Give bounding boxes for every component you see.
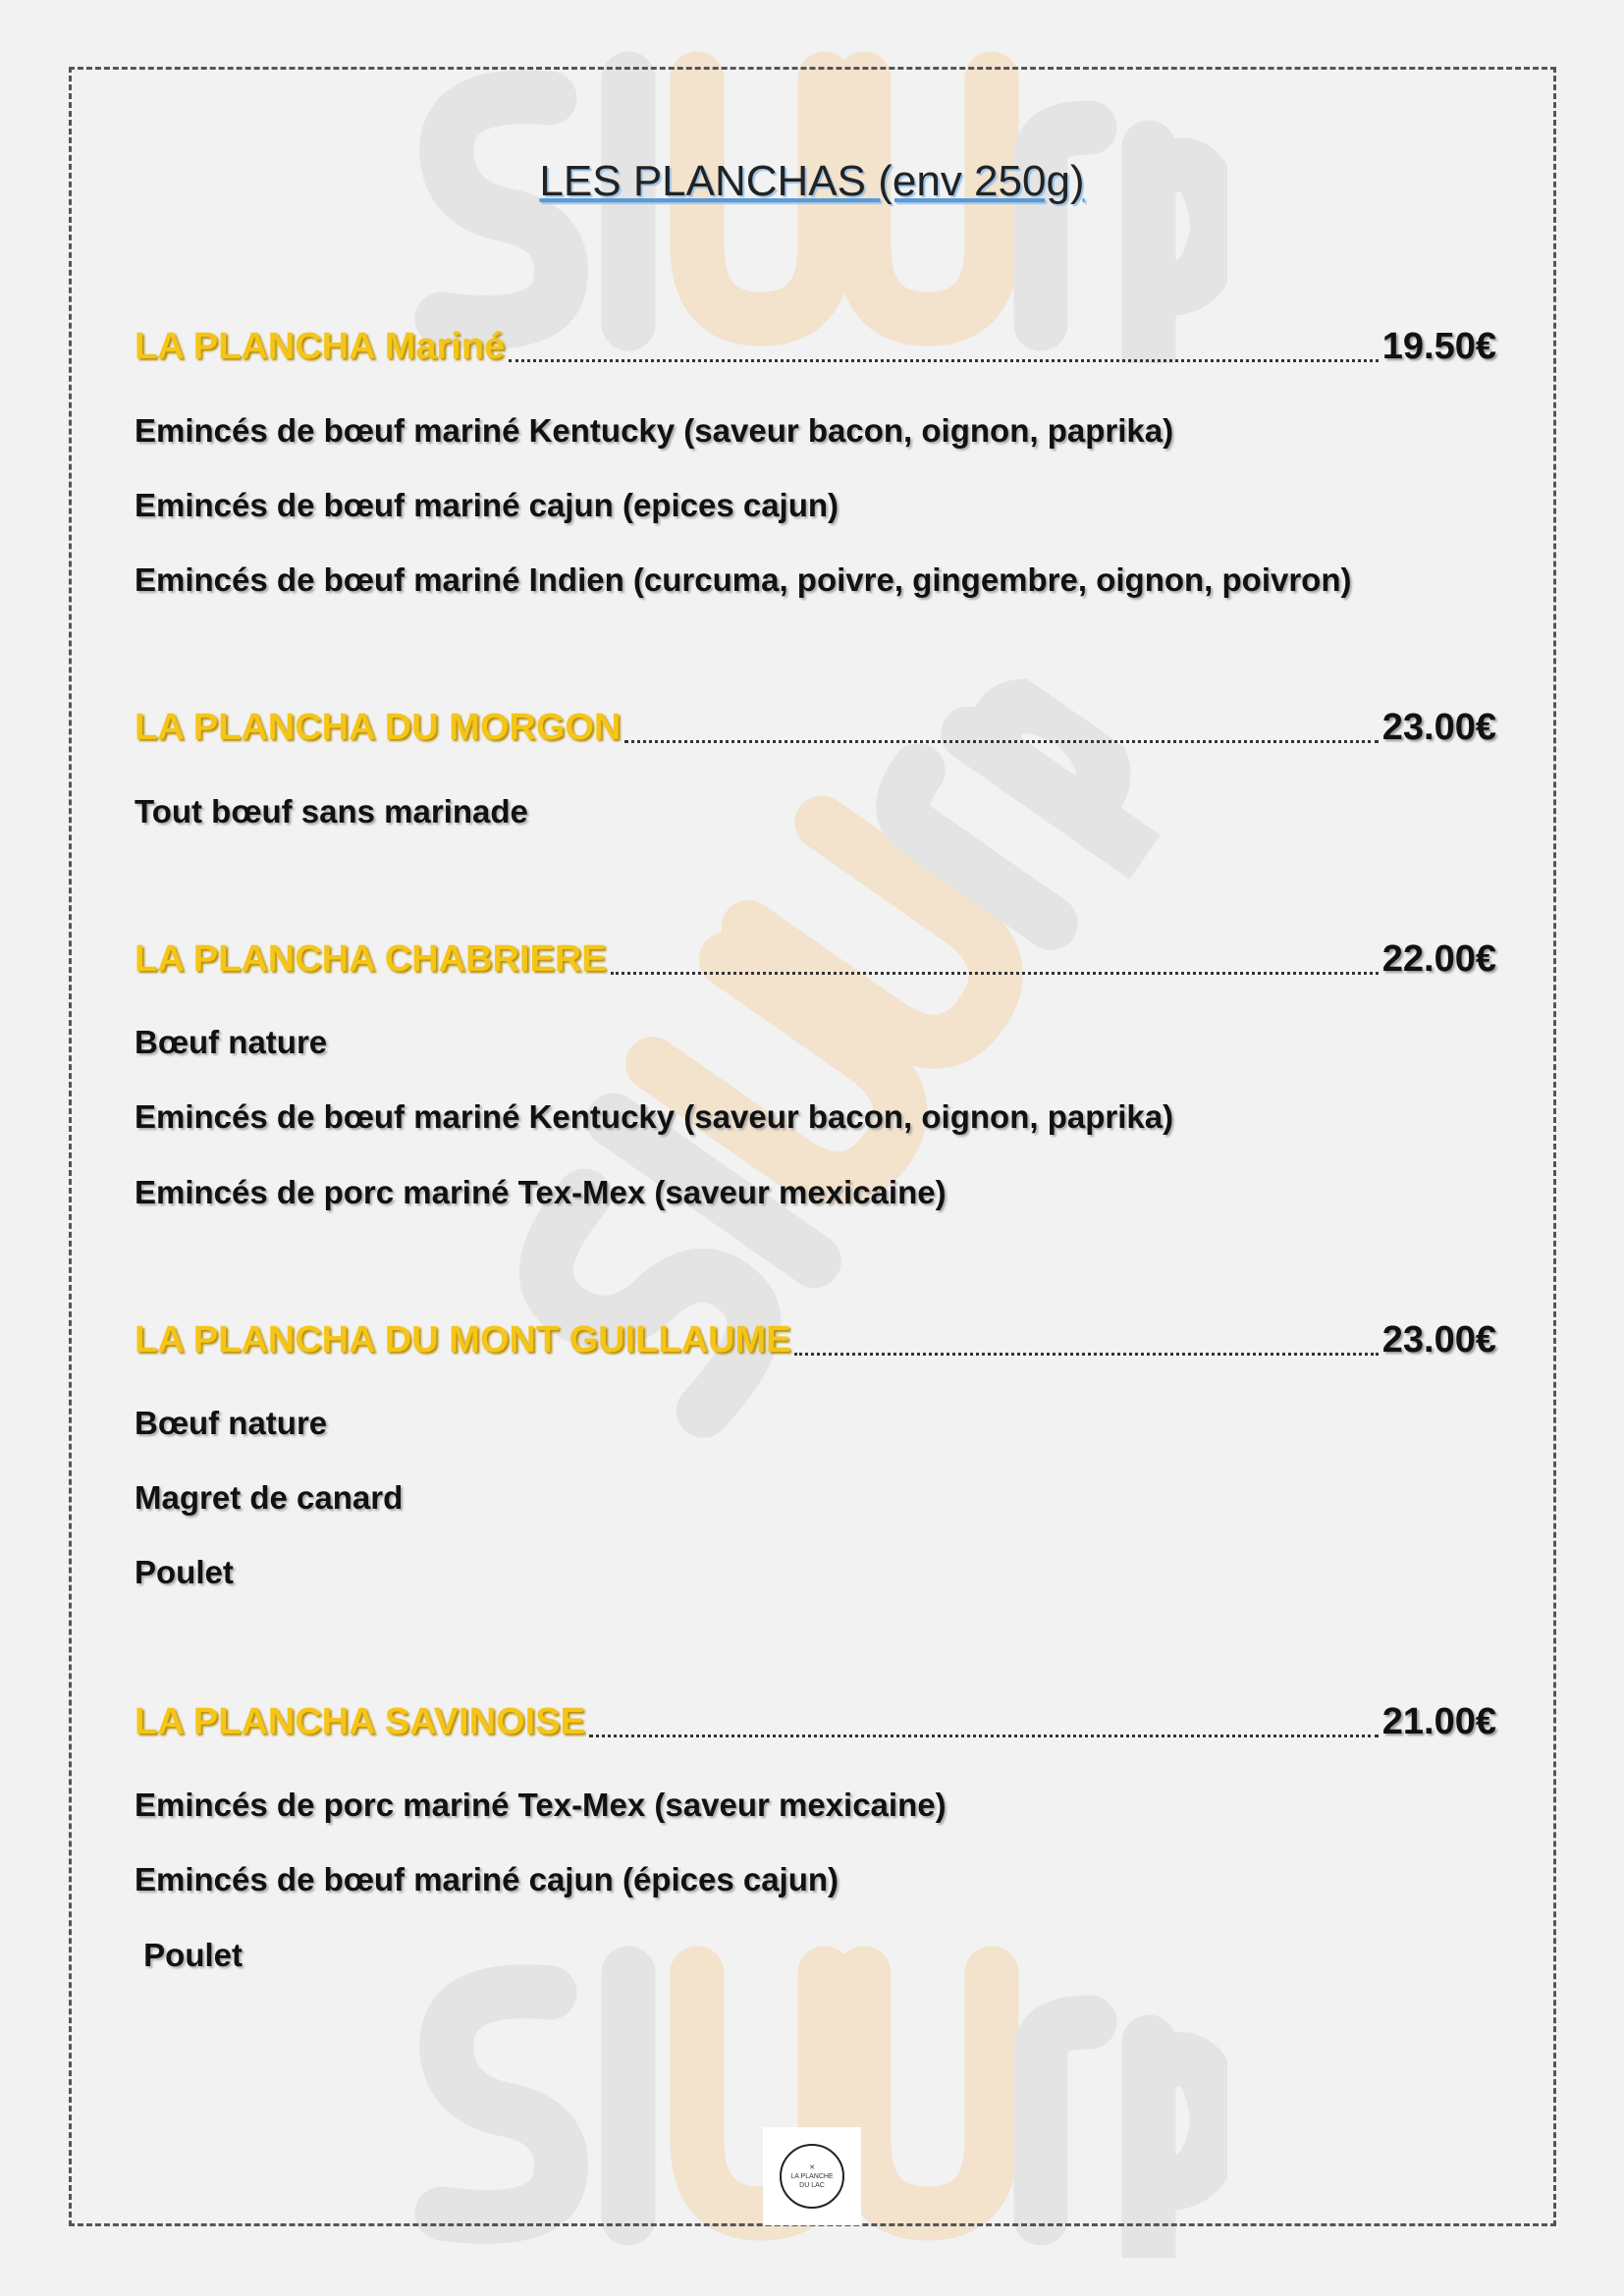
dot-leader — [794, 1353, 1378, 1356]
cutlery-icon: ✕ — [809, 2163, 815, 2171]
dish-price: 21.00€ — [1381, 1701, 1496, 1742]
dot-leader — [589, 1735, 1379, 1737]
page-title: LES PLANCHAS (env 250g) — [539, 157, 1085, 205]
dish-price: 23.00€ — [1381, 707, 1496, 748]
dish-name: LA PLANCHA DU MORGON — [135, 707, 622, 748]
restaurant-logo — [763, 2127, 861, 2225]
dish-name: LA PLANCHA CHABRIERE — [135, 938, 607, 980]
dish-price: 19.50€ — [1381, 326, 1496, 367]
dish-line: Tout bœuf sans marinade — [135, 793, 528, 829]
section-heading — [135, 326, 1496, 368]
dish-line: Emincés de porc mariné Tex-Mex (saveur mexicaine) — [135, 1174, 947, 1210]
dish-line: Poulet — [135, 1937, 244, 1973]
dish-price: 23.00€ — [1381, 1319, 1496, 1361]
dish-line: Bœuf nature — [135, 1405, 328, 1441]
dish-price: 22.00€ — [1381, 938, 1496, 980]
dot-leader — [509, 359, 1379, 362]
section-heading — [135, 707, 1496, 749]
dish-line: Emincés de bœuf mariné cajun (épices cajun) — [135, 1861, 839, 1897]
dish-name: LA PLANCHA Mariné — [135, 326, 506, 367]
section-heading — [135, 938, 1496, 981]
dish-line: Emincés de bœuf mariné Indien (curcuma, poivre, gingembre, oignon, poivron) — [135, 561, 1352, 598]
dish-line: Bœuf nature — [135, 1024, 328, 1060]
section-heading — [135, 1701, 1496, 1743]
dish-line: Emincés de bœuf mariné Kentucky (saveur bacon, oignon, paprika) — [135, 1098, 1174, 1135]
dish-line: Emincés de bœuf mariné cajun (epices cajun) — [135, 487, 839, 523]
dish-line: Emincés de porc mariné Tex-Mex (saveur mexicaine) — [135, 1787, 947, 1823]
dish-line: Emincés de bœuf mariné Kentucky (saveur bacon, oignon, paprika) — [135, 412, 1174, 449]
dish-name: LA PLANCHA SAVINOISE — [135, 1701, 585, 1742]
dot-leader — [624, 740, 1378, 743]
page-border — [69, 67, 1556, 2226]
dish-line: Poulet — [135, 1554, 234, 1590]
logo-text: DU LAC — [799, 2181, 825, 2189]
dish-name: LA PLANCHA DU MONT GUILLAUME — [135, 1319, 791, 1361]
logo-text: LA PLANCHE — [790, 2172, 834, 2180]
section-heading — [135, 1319, 1496, 1362]
dish-line: Magret de canard — [135, 1479, 404, 1516]
dot-leader — [611, 972, 1379, 975]
